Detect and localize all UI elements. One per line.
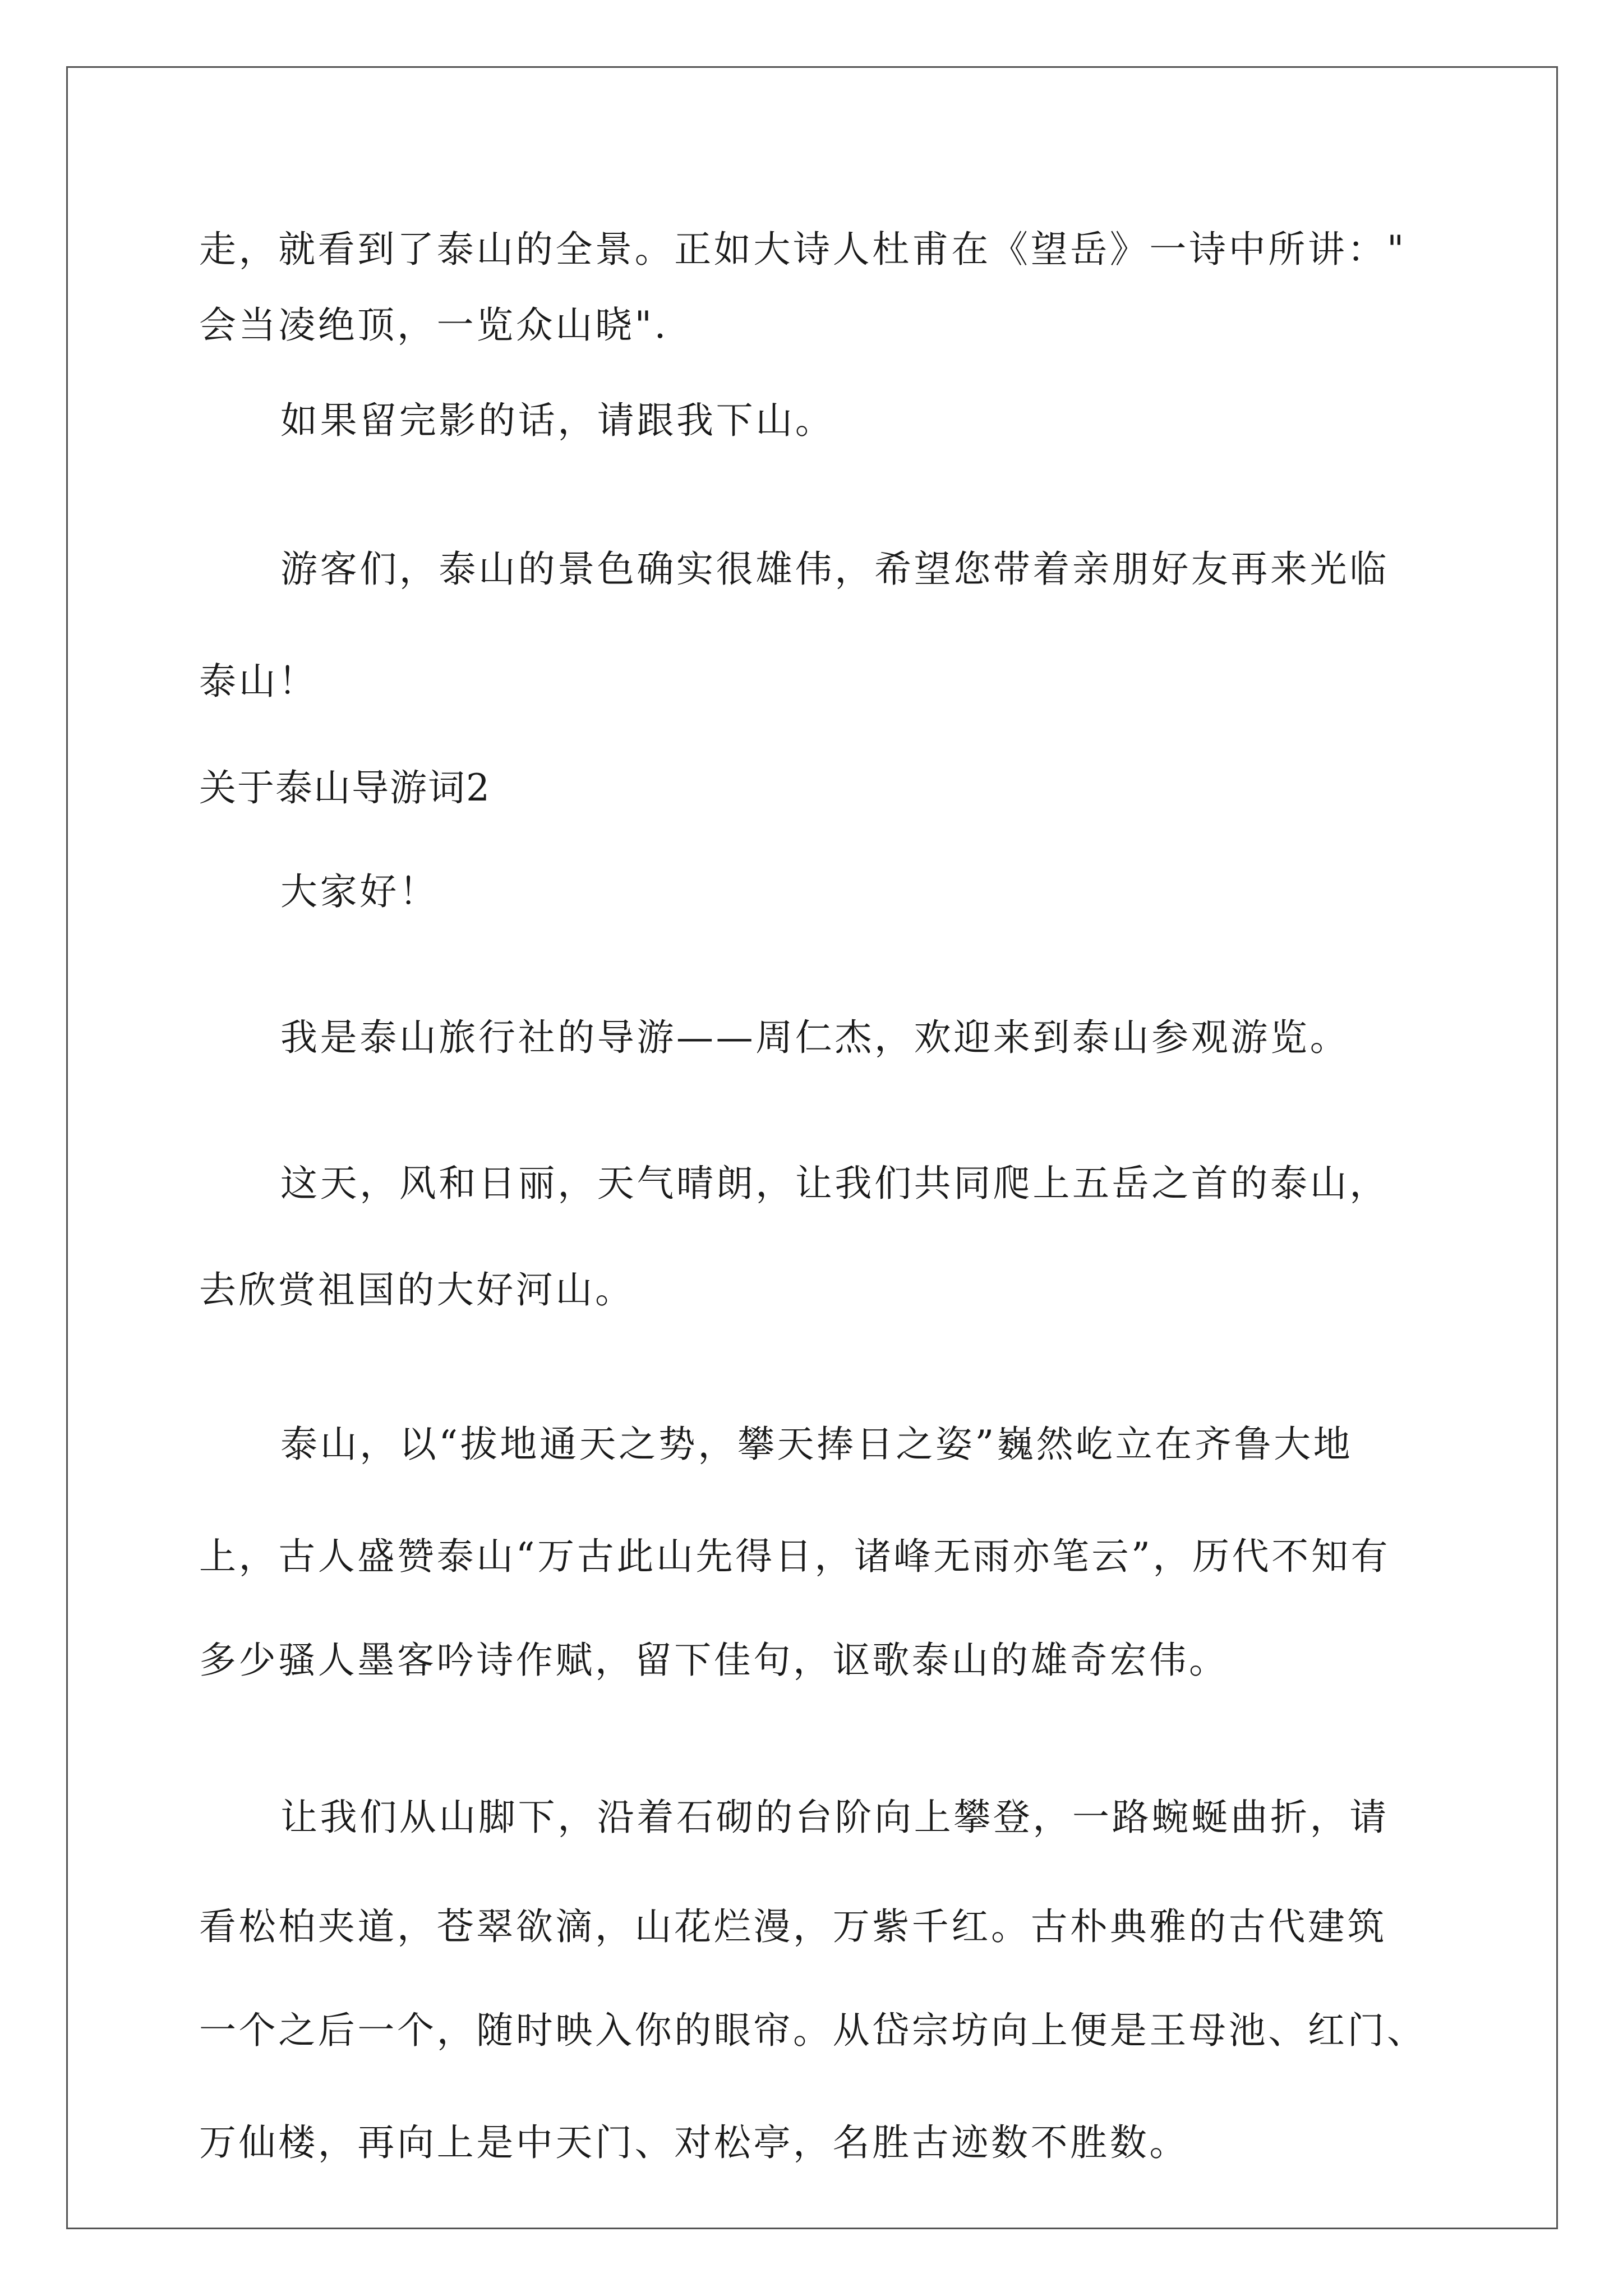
- paragraph-line: 让我们从山脚下，沿着石砌的台阶向上攀登，一路蜿蜒曲折，请: [280, 1796, 1389, 1839]
- text-line: 看松柏夹道，苍翠欲滴，山花烂漫，万紫千红。古朴典雅的古代建筑: [199, 1905, 1387, 1948]
- paragraph-line: 游客们，泰山的景色确实很雄伟，希望您带着亲朋好友再来光临: [280, 547, 1389, 591]
- text-line: 泰山！: [199, 660, 318, 703]
- text-line: 上，古人盛赞泰山“万古此山先得日，诸峰无雨亦笔云”，历代不知有: [199, 1535, 1391, 1578]
- text-line: 一个之后一个，随时映入你的眼帘。从岱宗坊向上便是王母池、红门、: [199, 2009, 1427, 2052]
- text-line: 走，就看到了泰山的全景。正如大诗人杜甫在《望岳》一诗中所讲：": [199, 228, 1407, 271]
- paragraph-line: 我是泰山旅行社的导游——周仁杰，欢迎来到泰山参观游览。: [280, 1016, 1350, 1059]
- paragraph-line: 大家好！: [280, 870, 439, 913]
- paragraph-line: 如果留完影的话，请跟我下山。: [280, 399, 835, 442]
- text-line: 会当凌绝顶，一览众山晓".: [199, 303, 669, 347]
- text-line: 万仙楼，再向上是中天门、对松亭，名胜古迹数不胜数。: [199, 2121, 1189, 2164]
- text-line: 去欣赏祖国的大好河山。: [199, 1268, 635, 1312]
- paragraph-line: 这天，风和日丽，天气晴朗，让我们共同爬上五岳之首的泰山，: [280, 1162, 1389, 1205]
- section-heading: 关于泰山导游词2: [199, 766, 491, 809]
- text-line: 多少骚人墨客吟诗作赋，留下佳句，讴歌泰山的雄奇宏伟。: [199, 1639, 1229, 1682]
- paragraph-line: 泰山，以“拔地通天之势，攀天捧日之姿”巍然屹立在齐鲁大地: [280, 1423, 1353, 1466]
